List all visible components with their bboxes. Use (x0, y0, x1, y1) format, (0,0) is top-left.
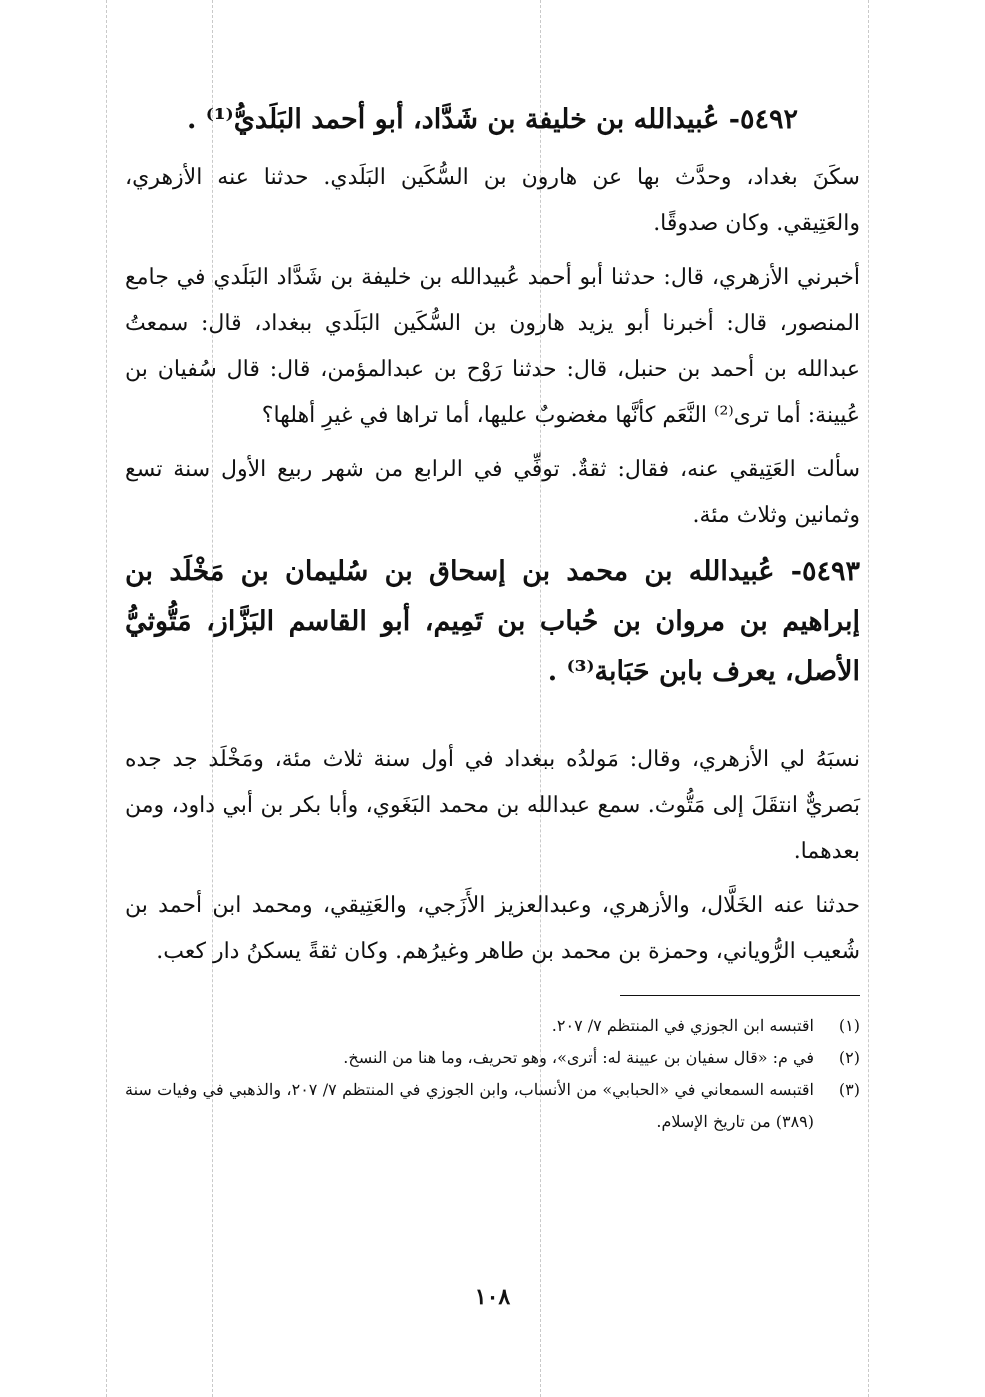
entry-paragraph: أخبرني الأزهري، قال: حدثنا أبو أحمد عُبيدالله بن خليفة بن شَدَّاد البَلَدي في جامع المنصور، قال: أخبرنا أبو يزيد هارون بن السُّكَين البَلَدي ببغداد، قال: سمعتُ عبدالله بن أحمد بن حنبل، قال: حدثنا رَوْح بن عبدالمؤمن، قال: قال سُفيان بن عُيينة: أما ترى⁽²⁾ النَّعَم كأنَّها مغضوبٌ عليها، أما تراها في غيرِ أهلها؟ (125, 265, 860, 428)
footnote-text: اقتبسه ابن الجوزي في المنتظم ٧/ ٢٠٧. (551, 1016, 814, 1035)
entry-title: ٥٤٩٣- عُبيدالله بن محمد بن إسحاق بن سُليمان بن مَخْلَد بن إبراهيم بن مروان بن حُباب بن تَمِيم، أبو القاسم البَزَّاز، مَتُّوثيُّ الأصل، يعرف بابن حَبَابة⁽³⁾ . (125, 556, 860, 687)
footnote-item (125, 1010, 860, 1042)
footnotes (125, 1010, 860, 1138)
page-number: ١٠٨ (474, 1284, 511, 1310)
entry-paragraph: حدثنا عنه الخَلَّال، والأزهري، وعبدالعزيز الأَزَجي، والعَتِيقي، ومحمد ابن أحمد بن شُعيب الرُّوياني، وحمزة بن محمد بن طاهر وغيرُهم. وكان ثقةً يسكنُ دار كعب. (125, 893, 860, 964)
scan-guide-line (106, 0, 107, 1397)
entry-5493 (125, 547, 860, 975)
footnote-item (125, 1042, 860, 1074)
entry-5492 (125, 95, 860, 539)
entry-paragraph: سكَنَ بغداد، وحدَّث بها عن هارون بن السُّكَين البَلَدي. حدثنا عنه الأزهري، والعَتِيقي. وكان صدوقًا. (125, 165, 860, 236)
footnote-text: في م: «قال سفيان بن عيينة له: أترى»، وهو تحريف، وما هنا من النسخ. (343, 1048, 814, 1067)
footnote-divider (620, 995, 860, 996)
footnote-text: اقتبسه السمعاني في «الحبابي» من الأنساب، وابن الجوزي في المنتظم ٧/ ٢٠٧، والذهبي في وفيات سنة (٣٨٩) من تاريخ الإسلام. (125, 1080, 815, 1131)
footnote-number: (٣) (838, 1080, 860, 1099)
entry-paragraph: سألت العَتِيقي عنه، فقال: ثقةٌ. توفِّي في الرابع من شهر ربيع الأول سنة تسع وثمانين وثلاث مئة. (125, 457, 860, 528)
book-page (125, 95, 860, 1138)
entry-paragraph: نسبَهُ لي الأزهري، وقال: مَولدُه ببغداد في أول سنة ثلاث مئة، ومَخْلَد جد جده بَصريٌّ انتقَلَ إلى مَتُّوث. سمع عبدالله بن محمد البَغَوي، وأبا بكر بن أبي داود، ومن بعدهما. (125, 747, 860, 864)
entry-title: ٥٤٩٢- عُبيدالله بن خليفة بن شَدَّاد، أبو أحمد البَلَديُّ⁽¹⁾ . (187, 104, 798, 135)
scan-guide-line (868, 0, 869, 1397)
section-spacer (125, 707, 860, 737)
footnote-number: (١) (838, 1016, 860, 1035)
footnote-item (125, 1074, 860, 1138)
footnote-number: (٢) (838, 1048, 860, 1067)
